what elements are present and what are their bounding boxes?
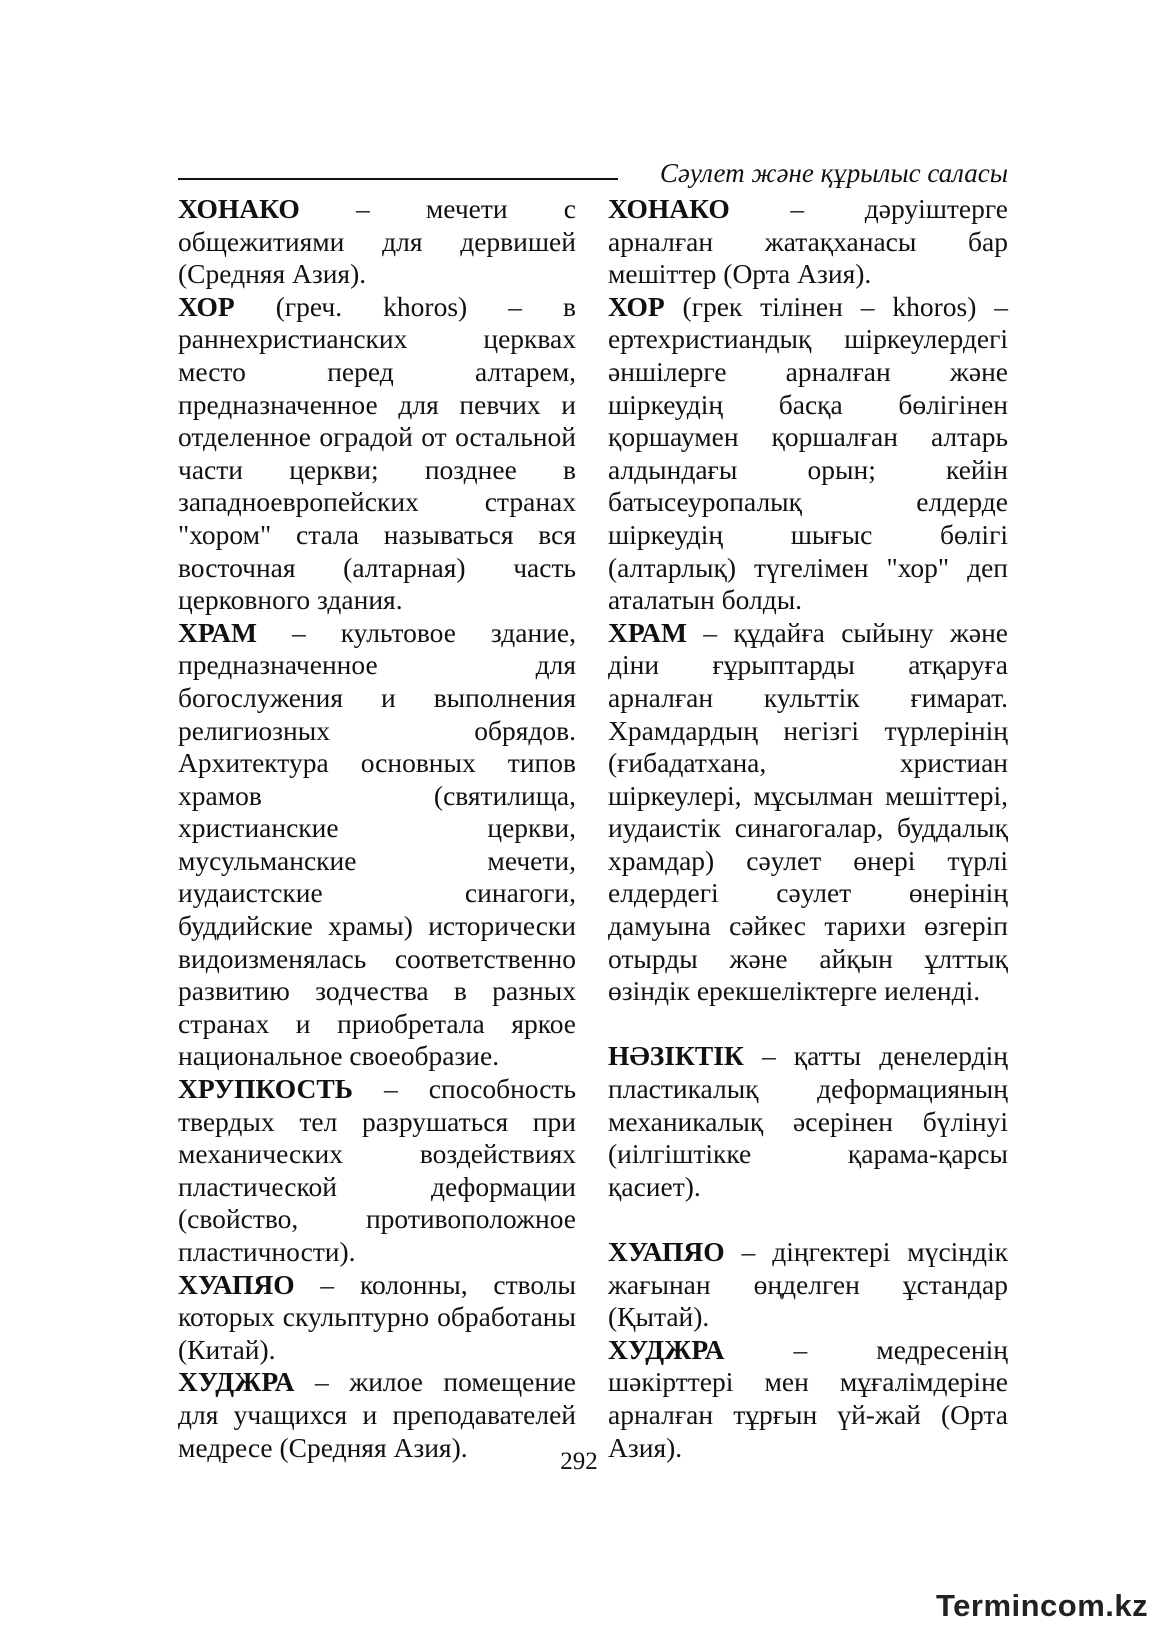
entry-kz-honako — [608, 193, 1008, 291]
entry-kz-nazіktіk — [608, 1040, 1008, 1203]
entry-term: ХОР — [608, 290, 665, 322]
entry-term: ХУДЖРА — [178, 1366, 295, 1398]
russian-column — [178, 193, 576, 1464]
entry-term: ХУАПЯО — [608, 1236, 725, 1267]
entry-ru-hram — [178, 617, 576, 1073]
entry-definition: – құдайға сыйыну және діни ғұрыптарды атқаруға арналған культтік ғимарат. Храмдардың негізгі түрлерінің (ғибадатхана, христиан шіркеулері, мұсылман мешіттері, иудаистік синагогалар, буддалық храмдар) сәулет өнері түрлі елдердегі сәулет өнерінің дамуына сәйкес тарихи өзгеріп отырды және айқын ұлттық өзіндік ерекшеліктерге иеленді. — [608, 616, 1008, 1007]
entry-spacer — [608, 1008, 1008, 1041]
entry-ru-hrupkost — [178, 1073, 576, 1269]
entry-definition: – культовое здание, предназначенное для богослужения и выполнения религиозных обрядов. Архитектура основных типов храмов (святилища, христианские церкви, мусульманские мечети, иудаистские синагоги, буддийские храмы) исторически видоизменялась соответственно развитию зодчества в разных странах и приобретала яркое национальное своеобразие. — [178, 616, 576, 1072]
entry-kz-huapyao — [608, 1236, 1008, 1334]
running-header: Сәулет және құрылыс саласы — [659, 158, 1008, 188]
page-number: 292 — [560, 1448, 598, 1475]
entry-kz-hor — [608, 291, 1008, 617]
entry-term: ХРАМ — [178, 616, 257, 648]
entry-term: ХОНАКО — [608, 193, 730, 224]
entry-definition: – медресенің шәкірттері мен мұғалімдеріне арналған тұрғын үй-жай (Орта Азия). — [608, 1333, 1008, 1463]
entry-definition: (греч. khoros) – в раннехристианских церквах место перед алтарем, предназначенное для певчих и отделенное оградой от остальной части церкви; позднее в западноевропейских странах "хором" стала называться вся восточная (алтарная) часть церковного здания. — [178, 290, 576, 616]
site-watermark-logo: Termincom.kz — [936, 1588, 1149, 1623]
entry-kz-hram — [608, 617, 1008, 1008]
entry-term: ХРУПКОСТЬ — [178, 1073, 353, 1105]
entry-definition: – діңгектері мүсіндік жағынан өңделген ұстандар (Қытай). — [608, 1236, 1008, 1333]
header-rule — [178, 178, 618, 180]
entry-definition: – мечети с общежитиями для дервишей (Средняя Азия). — [178, 193, 576, 290]
entry-spacer — [608, 1203, 1008, 1236]
entry-definition: – колонны, стволы которых скульптурно обработаны (Китай). — [178, 1268, 576, 1365]
entry-term: НӘЗІКТІК — [608, 1040, 744, 1072]
entry-definition: – дәруіштерге арналған жатақханасы бар мешіттер (Орта Азия). — [608, 193, 1008, 290]
kazakh-column — [608, 193, 1008, 1464]
entry-ru-huapyao — [178, 1269, 576, 1367]
entry-definition: – қатты денелердің пластикалық деформацияның механикалық әсерінен бүлінуі (иілгіштікке қарама-қарсы қасиет). — [608, 1040, 1008, 1202]
entry-kz-hudzhra — [608, 1334, 1008, 1464]
entry-ru-honako — [178, 193, 576, 291]
entry-term: ХРАМ — [608, 616, 687, 648]
entry-ru-hor — [178, 291, 576, 617]
entry-term: ХУДЖРА — [608, 1333, 725, 1365]
entry-definition: – жилое помещение для учащихся и преподавателей медресе (Средняя Азия). — [178, 1366, 576, 1463]
entry-definition: – способность твердых тел разрушаться при механических воздействиях пластической деформации (свойство, противоположное пластичности). — [178, 1073, 576, 1267]
entry-definition: (грек тілінен – khoros) – ертехристиандық шіркеулердегі әншілерге арналған және шіркеудің басқа бөлігінен қоршаумен қоршалған алтарь алдындағы орын; кейін батысеуропалық елдерде шіркеудің шығыс бөлігі (алтарлық) түгелімен "хор" деп аталатын болды. — [608, 290, 1008, 616]
entry-term: ХОР — [178, 290, 235, 322]
entry-term: ХОНАКО — [178, 193, 300, 224]
entry-term: ХУАПЯО — [178, 1268, 295, 1300]
